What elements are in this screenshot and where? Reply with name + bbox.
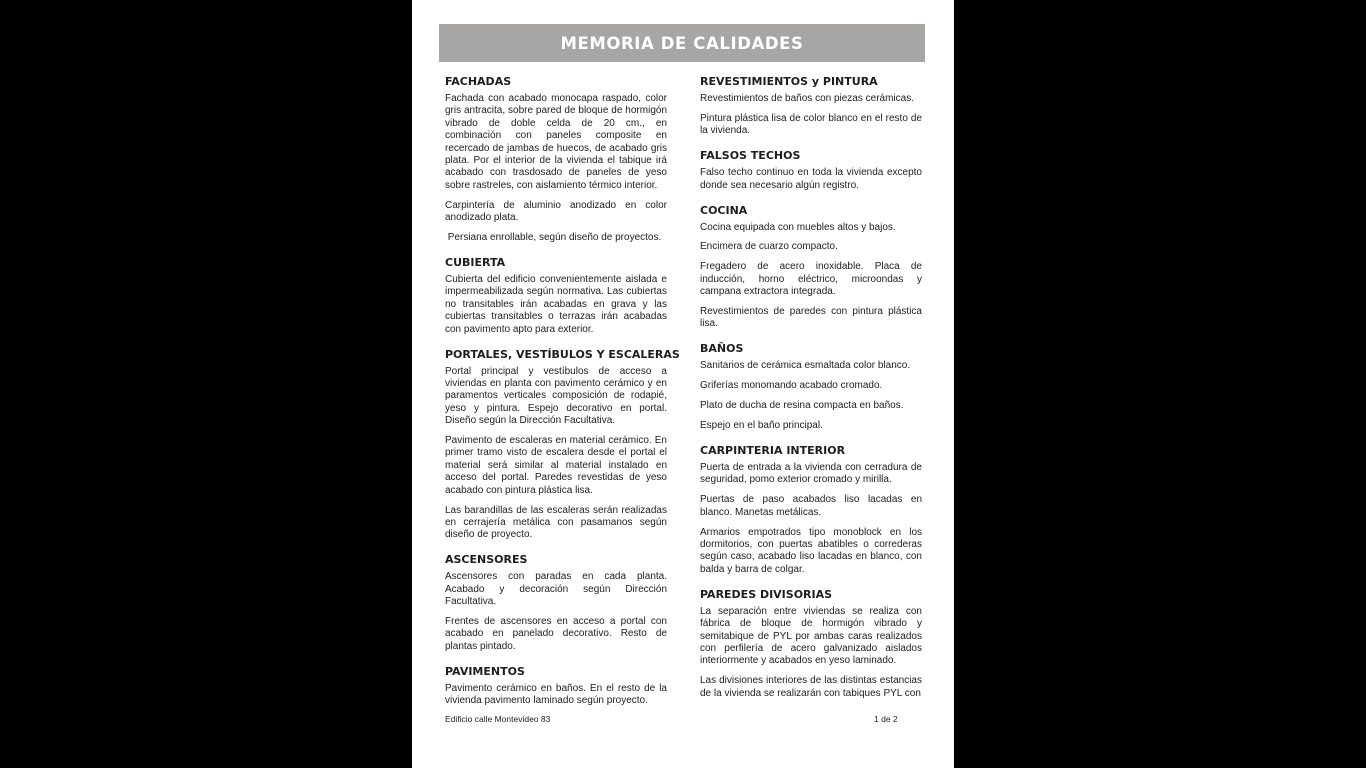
section-paragraph: Las divisiones interiores de las distintas estancias de la vivienda se realizarán con tabiques PYL con — [700, 675, 922, 699]
section-heading: ASCENSORES — [445, 553, 528, 567]
section-paragraph: Espejo en el baño principal. — [700, 420, 823, 432]
section-paragraph: Portal principal y vestíbulos de acceso a viviendas en planta con pavimento cerámico y en paramentos verticales composición de rodapié, yeso y pintura. Espejo decorativo en portal. Diseño según la Dirección Facultativa. — [445, 365, 667, 427]
section-paragraph: Revestimientos de baños con piezas cerámicas. — [700, 93, 914, 104]
section-paragraph: Pavimento de escaleras en material cerámico. En primer tramo visto de escalera desde el portal el material será similar al material instalado en acceso del portal. Paredes revestidas de yeso acabado con pintura plástica lisa. — [445, 435, 667, 496]
footer-building-name: Edificio calle Montevideo 83 — [445, 714, 551, 724]
section-paragraph: Puerta de entrada a la vivienda con cerradura de seguridad, pomo exterior cromado y mirilla. — [700, 462, 922, 486]
section-paragraph: Sanitarios de cerámica esmaltada color blanco. — [700, 360, 911, 372]
section-heading: COCINA — [700, 203, 748, 217]
section-heading: REVESTIMIENTOS y PINTURA — [700, 75, 878, 88]
section-paragraph: Fregadero de acero inoxidable. Placa de inducción, horno eléctrico, microondas y campana extractora integrada. — [700, 261, 922, 298]
document-page — [412, 0, 954, 768]
section-paragraph: Puertas de paso acabados liso lacadas en blanco. Manetas metálicas. — [700, 494, 922, 518]
section-paragraph: Falso techo continuo en toda la vivienda excepto donde sea necesario algún registro. — [700, 167, 922, 191]
section-heading: FACHADAS — [445, 75, 512, 88]
section-paragraph: Griferías monomando acabado cromado. — [700, 380, 883, 392]
section-paragraph: Persiana enrollable, según diseño de proyectos. — [445, 232, 662, 244]
section-heading: CARPINTERIA INTERIOR — [700, 444, 846, 457]
section-paragraph: Las barandillas de las escaleras serán realizadas en cerrajería metálica con pasamanos según diseño de proyecto. — [445, 504, 667, 541]
section-paragraph: Cocina equipada con muebles altos y bajos. — [700, 221, 896, 233]
section-paragraph: Ascensores con paradas en cada planta. Acabado y decoración según Dirección Facultativa. — [445, 571, 667, 608]
section-heading: FALSOS TECHOS — [700, 149, 801, 163]
section-heading: PORTALES, VESTÍBULOS Y ESCALERAS — [445, 347, 680, 361]
left-column — [445, 71, 680, 715]
section-paragraph: Cubierta del edificio convenientemente aislada e impermeabilizada según normativa. Las cubiertas no transitables irán acabadas en grava y las cubiertas transitables o terrazas irán acabadas con pavimento apto para exterior. — [445, 273, 667, 335]
section-paragraph: Revestimientos de paredes con pintura plástica lisa. — [700, 306, 922, 330]
right-column — [700, 71, 922, 708]
section-heading: PAREDES DIVISORIAS — [700, 587, 833, 601]
section-paragraph: Fachada con acabado monocapa raspado, color gris antracita, sobre pared de bloque de hormigón vibrado de doble celda de 20 cm., en combinación con paneles composite en recercado de jambas de huecos, de acabado gris plata. Por el interior de la vivienda el tabique irá acabado con trasdosado de paneles de yeso sobre rastreles, con aislamiento térmico interior. — [445, 93, 667, 191]
document-title: MEMORIA DE CALIDADES — [439, 24, 925, 62]
section-heading: BAÑOS — [700, 342, 744, 356]
section-paragraph: Pintura plástica lisa de color blanco en el resto de la vivienda. — [700, 112, 922, 137]
section-paragraph: La separación entre viviendas se realiza con fábrica de bloque de hormigón vibrado y semitabique de PYL por ambas caras realizados con perfilería de acero galvanizado aislados interiormente y acabados en yeso laminado. — [700, 605, 922, 667]
footer-page-number: 1 de 2 — [874, 714, 898, 724]
section-heading: CUBIERTA — [445, 255, 506, 269]
section-paragraph: Carpintería de aluminio anodizado en color anodizado plata. — [445, 199, 667, 224]
section-paragraph: Armarios empotrados tipo monoblock en los dormitorios, con puertas abatibles o correderas según caso, acabado liso lacadas en blanco, con balda y barra de colgar. — [700, 526, 922, 575]
section-paragraph: Plato de ducha de resina compacta en baños. — [700, 400, 904, 412]
section-heading: PAVIMENTOS — [445, 664, 525, 678]
section-paragraph: Frentes de ascensores en acceso a portal con acabado en panelado decorativo. Resto de plantas pintado. — [445, 616, 667, 652]
section-paragraph: Encimera de cuarzo compacto. — [700, 241, 838, 253]
section-paragraph: Pavimento cerámico en baños. En el resto de la vivienda pavimento laminado según proyecto. — [445, 682, 667, 707]
